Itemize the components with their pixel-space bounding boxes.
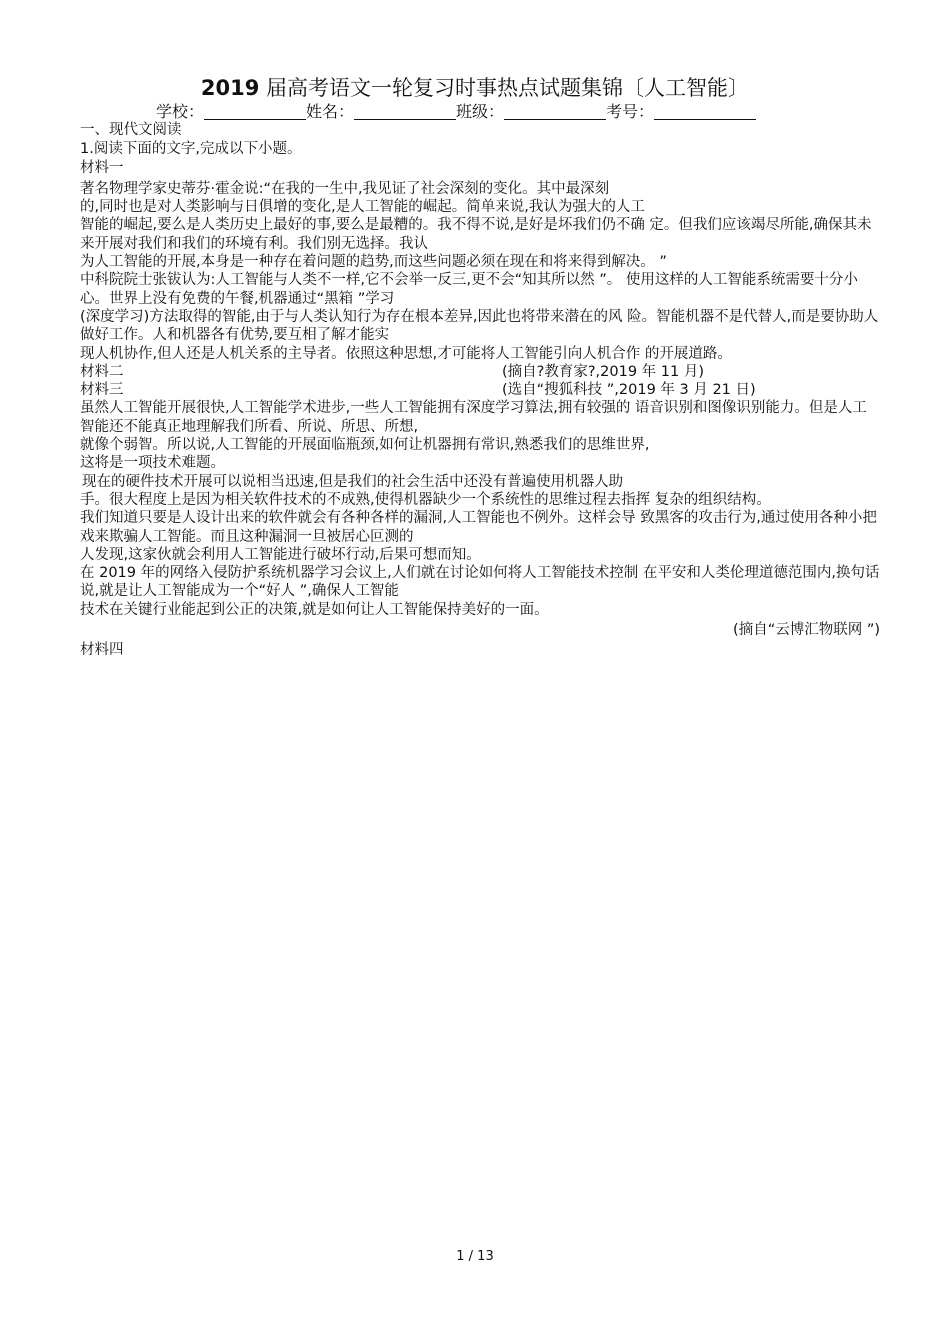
material1-line: 现人机协作,但人还是人机关系的主导者。依照这种思想,才可能将人工智能引向人机合作 的开展道路。 <box>80 345 732 362</box>
material2-row <box>80 363 880 381</box>
document-body <box>80 121 880 660</box>
material2-source: (摘自?教育家?,2019 年 11 月) <box>502 363 704 380</box>
material1-label: 材料一 <box>80 159 124 176</box>
title-text: 届高考语文一轮复习时事热点试题集锦〔人工智能〕 <box>259 76 750 100</box>
number-blank[interactable] <box>654 103 756 120</box>
class-label: 班级： <box>456 102 505 121</box>
number-label: 考号： <box>606 102 655 121</box>
document-title <box>0 74 950 102</box>
material1-line: 为人工智能的开展,本身是一种存在着问题的趋势,而这些问题必须在现在和将来得到解决。 ” <box>80 254 667 271</box>
section-heading: 一、现代文阅读 <box>80 122 182 138</box>
material1-line: 中科院院士张钹认为:人工智能与人类不一样,它不会举一反三,更不会“知其所以然 ”。 使用这样的人工智能系统需要十分小心。世界上没有免费的午餐,机器通过“黑箱 ”学习 <box>80 272 858 307</box>
material3-line: 人发现,这家伙就会利用人工智能进行破坏行动,后果可想而知。 <box>80 546 481 563</box>
material2-label: 材料二 <box>80 363 124 380</box>
school-label: 学校： <box>156 102 205 121</box>
title-year: 2019 <box>200 76 260 100</box>
student-info-line <box>156 102 756 122</box>
school-blank[interactable] <box>204 103 306 120</box>
question-prompt: 1.阅读下面的文字,完成以下小题。 <box>80 141 302 158</box>
material3-line: 在 2019 年的网络入侵防护系统机器学习会议上,人们就在讨论如何将人工智能技术控制 在平安和人类伦理道德范围内,换句话说,就是让人工智能成为一个“好人 ”,确保人工智能 <box>80 565 880 600</box>
material3-line: 虽然人工智能开展很快,人工智能学术进步,一些人工智能拥有深度学习算法,拥有较强的 语音识别和图像识别能力。但是人工智能还不能真正地理解我们所看、所说、所思、所想, <box>80 400 867 435</box>
material3-line: 手。很大程度上是因为相关软件技术的不成熟,使得机器缺少一个系统性的思维过程去指挥 复杂的组织结构。 <box>80 491 771 508</box>
material3-line: 现在的硬件技术开展可以说相当迅速,但是我们的社会生活中还没有普遍使用机器人助 <box>82 473 624 490</box>
material3-line: 这将是一项技术难题。 <box>80 455 225 472</box>
material1-line: 智能的崛起,要么是人类历史上最好的事,要么是最糟的。我不得不说,是好是坏我们仍不确 定。但我们应该竭尽所能,确保其未来开展对我们和我们的环境有利。我们别无选择。我认 <box>80 217 872 252</box>
material3-label: 材料三 <box>80 382 124 399</box>
material3-line: 就像个弱智。所以说,人工智能的开展面临瓶颈,如何让机器拥有常识,熟悉我们的思维世界, <box>80 437 650 454</box>
material4-label: 材料四 <box>80 642 124 659</box>
material1-line: 著名物理学家史蒂芬·霍金说:“在我的一生中,我见证了社会深刻的变化。其中最深刻 <box>80 180 610 197</box>
name-label: 姓名： <box>306 102 355 121</box>
material1-line: (深度学习)方法取得的智能,由于与人类认知行为存在根本差异,因此也将带来潜在的风 险。智能机器不是代替人,而是要协助人做好工作。人和机器各有优势,要互相了解才能实 <box>80 308 879 344</box>
material1-line: 的,同时也是对人类影响与日俱增的变化,是人工智能的崛起。简单来说,我认为强大的人工 <box>80 199 645 216</box>
material3-line: 技术在关键行业能起到公正的决策,就是如何让人工智能保持美好的一面。 <box>80 601 549 618</box>
material3-source: (选自“搜狐科技 ”,2019 年 3 月 21 日) <box>502 382 756 399</box>
page-number: 1 / 13 <box>456 1249 494 1264</box>
material3-citation: (摘自“云博汇物联网 ”) <box>733 622 880 639</box>
name-blank[interactable] <box>354 103 456 120</box>
material3-row <box>80 381 880 399</box>
material3-line: 我们知道只要是人设计出来的软件就会有各种各样的漏洞,人工智能也不例外。这样会导 致黑客的攻击行为,通过使用各种小把戏来欺骗人工智能。而且这种漏洞一旦被居心叵测的 <box>80 510 877 545</box>
class-blank[interactable] <box>504 103 606 120</box>
